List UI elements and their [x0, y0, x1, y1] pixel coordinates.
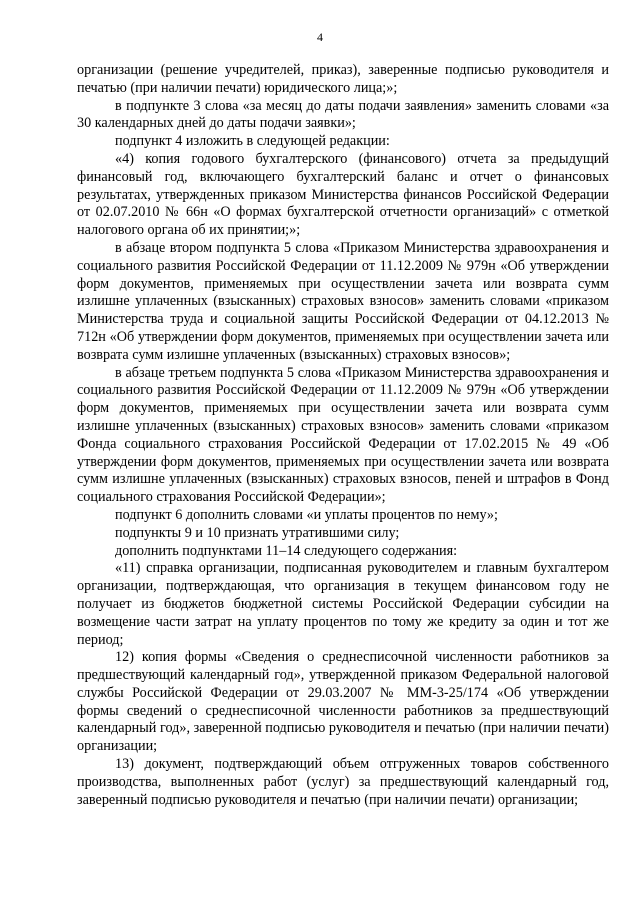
paragraph: 12) копия формы «Сведения о среднесписочной численности работников за предшествующий календарный год», утвержденной приказом Федеральной налоговой службы Российской Федерации от 29.03.2007 № ММ-3-25/174 «Об утверждении формы сведений о среднесписочной численности работников за предшествующий календарный год», заверенной подписью руководителя и печатью (при наличии печати) организации;	[77, 649, 609, 755]
paragraph: «11) справка организации, подписанная руководителем и главным бухгалтером организации, подтверждающая, что организация в текущем финансовом году не получает из бюджетов бюджетной системы Российской Федерации субсидии на возмещение части затрат на уплату процентов по тому же кредиту за один и тот же период;	[77, 560, 609, 648]
paragraph: организации (решение учредителей, приказ), заверенные подписью руководителя и печатью (при наличии печати) юридического лица;»;	[77, 62, 609, 96]
paragraph: в абзаце третьем подпункта 5 слова «Приказом Министерства здравоохранения и социального развития Российской Федерации от 11.12.2009 № 979н «Об утверждении форм документов, применяемых при осуществлении зачета или возврата сумм излишне уплаченных (взысканных) страховых взносов» заменить словами «приказом Фонда социального страхования Российской Федерации от 17.02.2015 № 49 «Об утверждении форм документов, применяемых при осуществлении зачета или возврата сумм излишне уплаченных (взысканных) страховых взносов, пеней и штрафов в Фонд социального страхования Российской Федерации»;	[77, 364, 609, 506]
paragraph: подпункты 9 и 10 признать утратившими силу;	[115, 524, 400, 541]
paragraph: «4) копия годового бухгалтерского (финансового) отчета за предыдущий финансовый год, включающего бухгалтерский баланс и отчет о финансовых результатах, утвержденных приказом Министерства финансов Российской Федерации от 02.07.2010 № 66н «О формах бухгалтерской отчетности организаций» с отметкой налогового органа об их принятии;»;	[77, 150, 609, 239]
page-number: 4	[317, 30, 323, 44]
paragraph: дополнить подпунктами 11–14 следующего содержания:	[115, 542, 458, 559]
paragraph: подпункт 4 изложить в следующей редакции:	[115, 133, 390, 150]
paragraph: в абзаце втором подпункта 5 слова «Приказом Министерства здравоохранения и социального развития Российской Федерации от 11.12.2009 № 979н «Об утверждении форм документов, применяемых при осуществлении зачета или возврата сумм излишне уплаченных (взысканных) страховых взносов» заменить словами «приказом Министерства труда и социальной защиты Российской Федерации от 04.12.2013 № 712н «Об утверждении форм документов, применяемых при осуществлении зачета или возврата сумм излишне уплаченных (взысканных) страховых взносов»;	[77, 239, 609, 363]
paragraph: 13) документ, подтверждающий объем отгруженных товаров собственного производства, выполненных работ (услуг) за предшествующий календарный год, заверенный подписью руководителя и печатью (при наличии печати) организации;	[77, 756, 609, 808]
document-body	[77, 62, 609, 809]
paragraph: в подпункте 3 слова «за месяц до даты подачи заявления» заменить словами «за 30 календарных дней до даты подачи заявки»;	[77, 97, 609, 132]
paragraph: подпункт 6 дополнить словами «и уплаты процентов по нему»;	[115, 506, 498, 523]
